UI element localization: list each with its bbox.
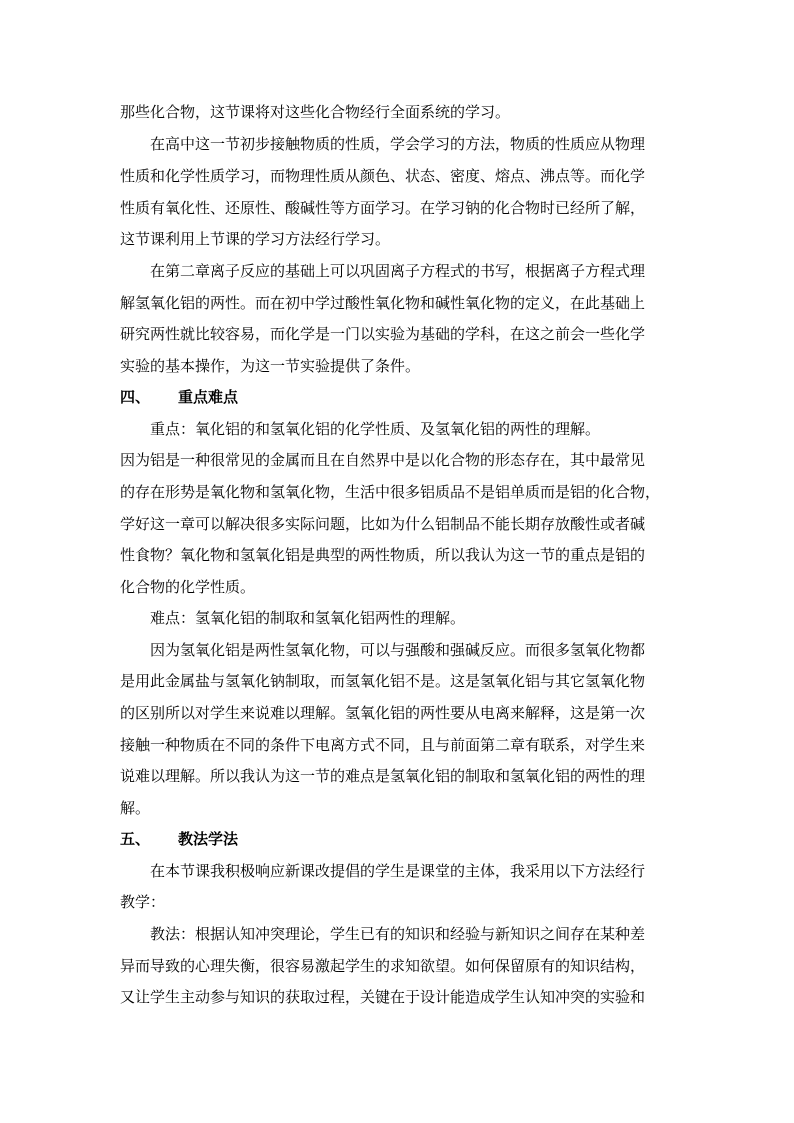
section-title: 教法学法 [178,830,239,848]
paragraph-line: 因为铝是一种很常见的金属而且在自然界中是以化合物的形态存在，其中最常见 [120,451,646,469]
paragraph-line: 难点：氢氧化铝的制取和氢氧化铝两性的理解。 [150,609,466,627]
section-heading-4 [120,387,680,407]
section-number: 四、 [120,388,151,406]
paragraph-line: 的存在形势是氧化物和氢氧化物，生活中很多铝质品不是铝单质而是铝的化合物， [120,483,661,501]
paragraph-line: 重点：氧化铝的和氢氧化铝的化学性质、及氢氧化铝的两性的理解。 [150,420,601,438]
paragraph-line: 因为氢氧化铝是两性氢氧化物，可以与强酸和强碱反应。而很多氢氧化物都 [150,641,646,659]
paragraph-line: 那些化合物，这节课将对这些化合物经行全面系统的学习。 [120,103,511,121]
paragraph-line: 又让学生主动参与知识的获取过程，关键在于设计能造成学生认知冲突的实验和 [120,988,646,1006]
paragraph-line: 教学： [120,893,166,911]
section-number: 五、 [120,830,151,848]
paragraph-line: 性质有氧化性、还原性、酸碱性等方面学习。在学习钠的化合物时已经所了解， [120,199,646,217]
paragraph-line: 学好这一章可以解决很多实际问题，比如为什么铝制品不能长期存放酸性或者碱 [120,515,646,533]
paragraph-line: 说难以理解。所以我认为这一节的难点是氢氧化铝的制取和氢氧化铝的两性的理 [120,767,646,785]
paragraph-line: 是用此金属盐与氢氧化钠制取，而氢氧化铝不是。这是氢氧化铝与其它氢氧化物 [120,672,646,690]
paragraph-line: 化合物的化学性质。 [120,578,256,596]
paragraph-line: 解氢氧化铝的两性。而在初中学过酸性氧化物和碱性氧化物的定义，在此基础上 [120,294,646,312]
paragraph-line: 实验的基本操作，为这一节实验提供了条件。 [120,357,421,375]
paragraph-line: 在第二章离子反应的基础上可以巩固离子方程式的书写，根据离子方程式理 [150,262,646,280]
paragraph-line: 这节课利用上节课的学习方法经行学习。 [120,230,391,248]
paragraph-line: 教法：根据认知冲突理论，学生已有的知识和经验与新知识之间存在某种差 [150,925,646,943]
section-heading-5 [120,829,680,849]
paragraph-line: 研究两性就比较容易，而化学是一门以实验为基础的学科，在这之前会一些化学 [120,325,646,343]
paragraph-line: 在本节课我积极响应新课改提倡的学生是课堂的主体，我采用以下方法经行 [150,862,646,880]
paragraph-line: 性质和化学性质学习，而物理性质从颜色、状态、密度、熔点、沸点等。而化学 [120,167,646,185]
paragraph-line: 解。 [120,799,151,817]
paragraph-line: 接触一种物质在不同的条件下电离方式不同，且与前面第二章有联系，对学生来 [120,736,646,754]
paragraph-line: 性食物？氧化物和氢氧化铝是典型的两性物质，所以我认为这一节的重点是铝的 [120,546,646,564]
paragraph-line: 的区别所以对学生来说难以理解。氢氧化铝的两性要从电离来解释，这是第一次 [120,704,646,722]
section-title: 重点难点 [178,388,239,406]
paragraph-line: 异而导致的心理失衡，很容易激起学生的求知欲望。如何保留原有的知识结构， [120,957,646,975]
paragraph-line: 在高中这一节初步接触物质的性质，学会学习的方法，物质的性质应从物理 [150,135,646,153]
